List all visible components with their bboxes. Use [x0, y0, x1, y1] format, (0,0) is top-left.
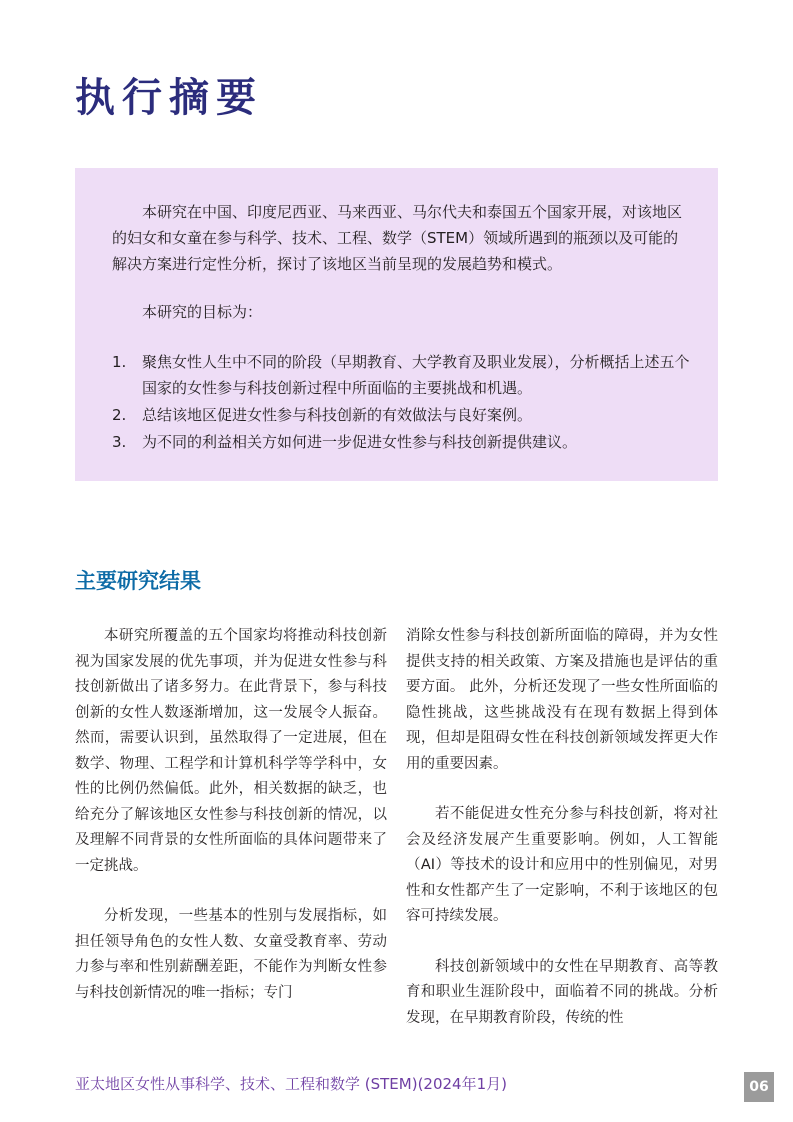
- page-title: 执行摘要: [75, 75, 263, 121]
- section-title: 主要研究结果: [75, 569, 201, 593]
- body-paragraph: 消除女性参与科技创新所面临的障碍，并为女性提供支持的相关政策、方案及措施也是评估的重要方面。 此外，分析还发现了一些女性所面临的隐性挑战，这些挑战没有在现有数据上得到体现，但却是阻碍女性在科技创新领域发挥更大作用的重要因素。: [406, 628, 718, 772]
- page-number: 06: [744, 1072, 774, 1102]
- body-paragraph: 若不能促进女性充分参与科技创新，将对社会及经济发展产生重要影响。例如，人工智能（AI）等技术的设计和应用中的性别偏见，对男性和女性都产生了一定影响，不利于该地区的包容可持续发展。: [406, 806, 718, 924]
- right-column: [406, 624, 718, 1056]
- goal-number: 2.: [112, 406, 127, 424]
- summary-intro: 本研究在中国、印度尼西亚、马来西亚、马尔代夫和泰国五个国家开展，对该地区的妇女和女童在参与科学、技术、工程、数学（STEM）领域所遇到的瓶颈以及可能的解决方案进行定性分析，探讨了该地区当前呈现的发展趋势和模式。: [112, 203, 683, 273]
- summary-goal-lead: 本研究的目标为：: [142, 303, 263, 321]
- goal-number: 1.: [112, 353, 127, 371]
- goal-item: [112, 429, 692, 455]
- goal-text: 总结该地区促进女性参与科技创新的有效做法与良好案例。: [142, 406, 533, 424]
- body-paragraph: 科技创新领域中的女性在早期教育、高等教育和职业生涯阶段中，面临着不同的挑战。分析发现，在早期教育阶段，传统的性: [406, 958, 718, 1026]
- goal-text: 为不同的利益相关方如何进一步促进女性参与科技创新提供建议。: [142, 433, 578, 451]
- body-paragraph: 本研究所覆盖的五个国家均将推动科技创新视为国家发展的优先事项，并为促进女性参与科技创新做出了诸多努力。在此背景下，参与科技创新的女性人数逐渐增加，这一发展令人振奋。然而，需要认识到，虽然取得了一定进展，但在数学、物理、工程学和计算机科学等学科中，女性的比例仍然偏低。此外，相关数据的缺乏，也给充分了解该地区女性参与科技创新的情况，以及理解不同背景的女性所面临的具体问题带来了一定挑战。: [75, 628, 387, 874]
- footer-text: 亚太地区女性从事科学、技术、工程和数学 (STEM)(2024年1月): [75, 1075, 507, 1093]
- goal-text: 聚焦女性人生中不同的阶段（早期教育、大学教育及职业发展），分析概括上述五个国家的女性参与科技创新过程中所面临的主要挑战和机遇。: [142, 353, 690, 397]
- goal-list: [112, 349, 692, 456]
- body-paragraph: 分析发现，一些基本的性别与发展指标，如担任领导角色的女性人数、女童受教育率、劳动力参与率和性别薪酬差距，不能作为判断女性参与科技创新情况的唯一指标；专门: [75, 908, 387, 1001]
- goal-item: [112, 349, 692, 401]
- goal-number: 3.: [112, 433, 127, 451]
- goal-item: [112, 402, 692, 428]
- summary-box: [75, 168, 718, 481]
- left-column: [75, 624, 387, 1031]
